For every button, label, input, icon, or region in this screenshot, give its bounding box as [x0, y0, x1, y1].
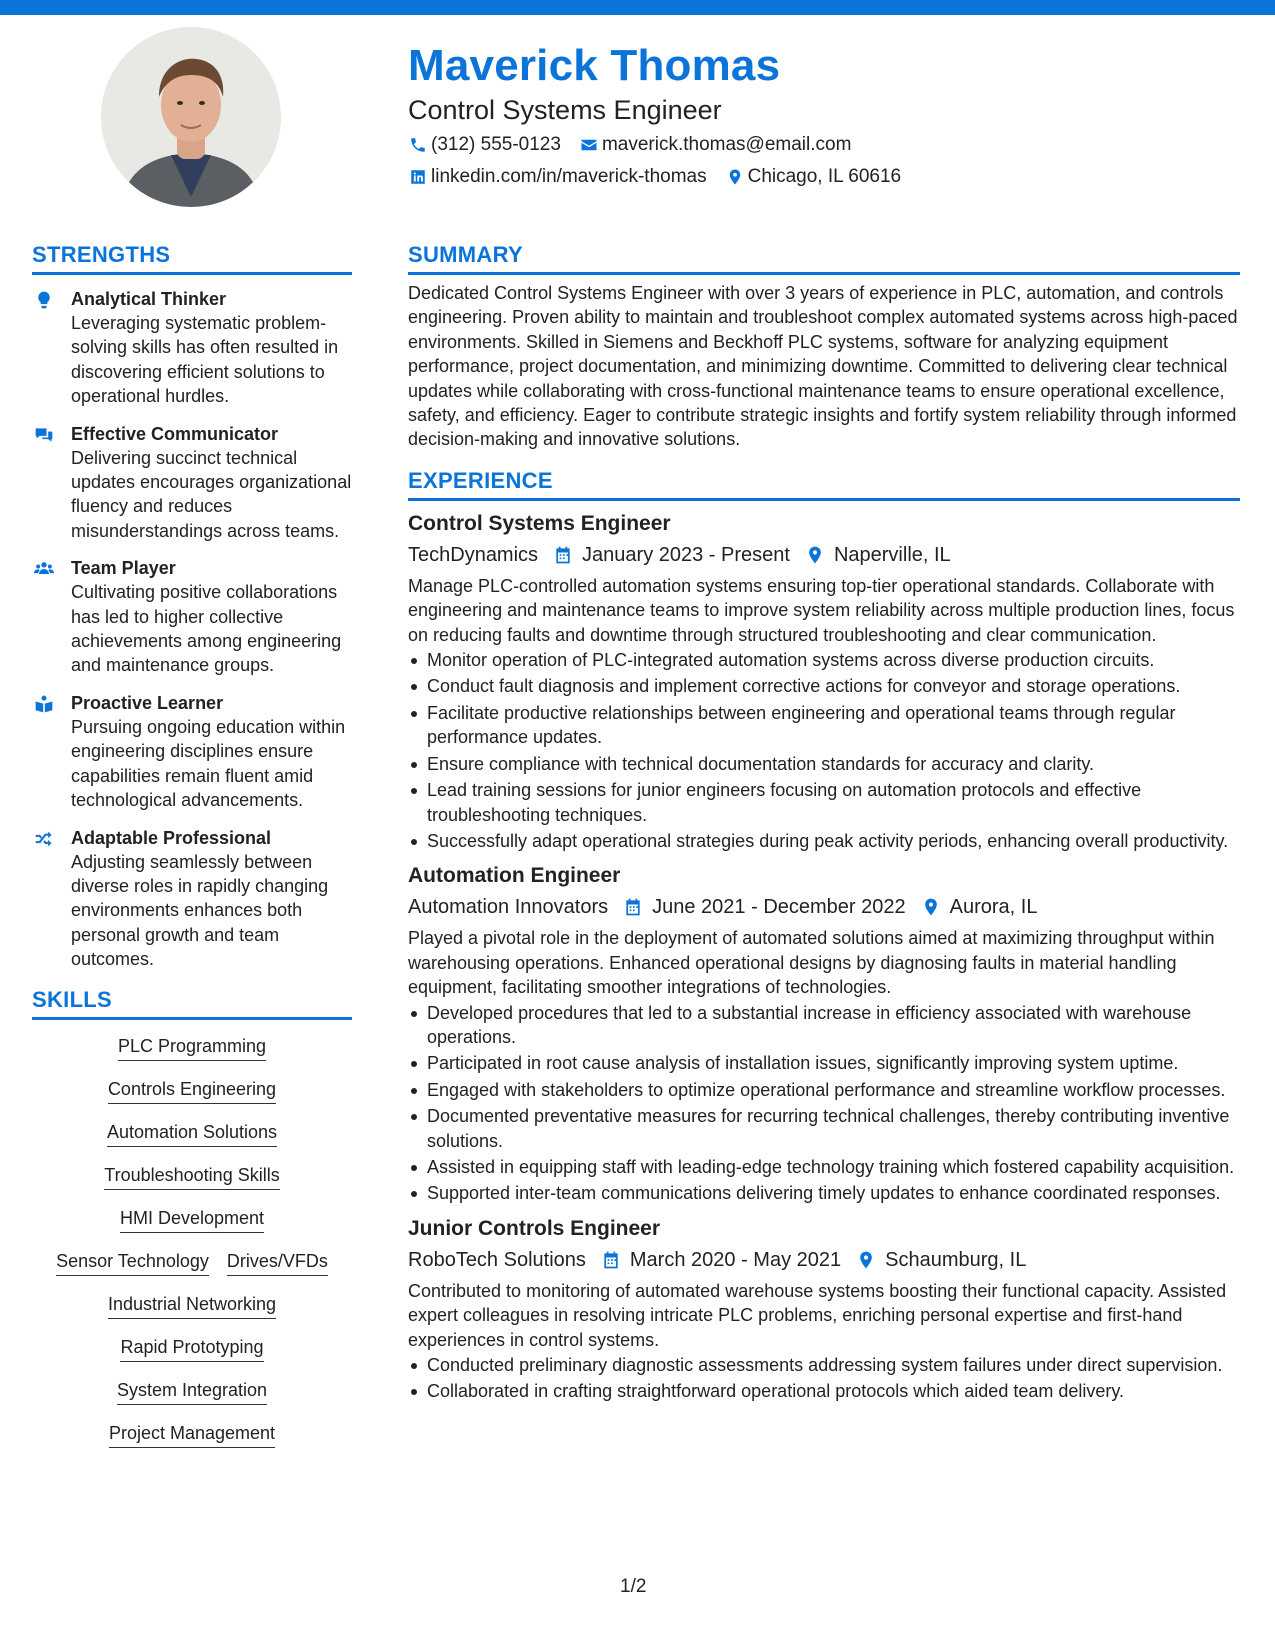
skill-row	[108, 1378, 276, 1405]
contact-location	[725, 163, 902, 191]
right-column	[408, 240, 1240, 1406]
phone-icon	[408, 135, 428, 155]
job-bullet: Facilitate productive relationships between engineering and operational teams through regular performance updates.	[408, 701, 1240, 750]
job-bullet: Ensure compliance with technical documentation standards for accuracy and clarity.	[408, 752, 1240, 776]
strength-item	[32, 422, 352, 544]
page-number: 1/2	[620, 1576, 647, 1597]
skill-row	[109, 1034, 275, 1061]
job-location-text: Schaumburg, IL	[885, 1248, 1027, 1271]
map-pin-icon	[920, 896, 942, 918]
job-entry	[408, 861, 1240, 1205]
skill-tag: Drives/VFDs	[227, 1249, 328, 1276]
job-dates-text: June 2021 - December 2022	[652, 896, 906, 919]
skills-heading: SKILLS	[32, 985, 352, 1020]
calendar-icon	[552, 544, 574, 566]
job-location-text: Aurora, IL	[949, 896, 1038, 919]
strength-desc: Leveraging systematic problem-solving skills has often resulted in discovering efficient solutions to operational hurdles.	[71, 313, 339, 407]
job-location	[804, 540, 951, 570]
job-bullet: Successfully adapt operational strategies during peak activity periods, enhancing overall productivity.	[408, 829, 1240, 853]
skill-row	[99, 1292, 285, 1319]
job-title: Control Systems Engineer	[408, 511, 671, 535]
job-bullet: Developed procedures that led to a substantial increase in efficiency associated with warehouse operations.	[408, 1001, 1240, 1050]
skill-row	[111, 1335, 272, 1362]
job-location-text: Naperville, IL	[833, 543, 951, 566]
job-bullet: Participated in root cause analysis of installation issues, significantly improving system uptime.	[408, 1051, 1240, 1075]
job-location	[855, 1245, 1026, 1275]
job-bullet: Monitor operation of PLC-integrated automation systems across diverse production circuits.	[408, 648, 1240, 672]
contact-email[interactable]	[579, 131, 851, 159]
job-title: Junior Controls Engineer	[408, 1216, 661, 1240]
job-bullet: Conduct fault diagnosis and implement corrective actions for conveyor and storage operations.	[408, 674, 1240, 698]
users-icon	[32, 556, 71, 678]
map-pin-icon	[725, 167, 745, 187]
map-pin-icon	[855, 1249, 877, 1271]
email-text[interactable]: maverick.thomas@email.com	[601, 134, 852, 155]
lightbulb-icon	[32, 287, 71, 409]
strengths-list	[32, 287, 352, 972]
map-pin-icon	[804, 544, 826, 566]
skill-row	[95, 1163, 288, 1190]
job-description: Contributed to monitoring of automated warehouse systems boosting their functional capacity. Assisted expert colleagues in resolving intricate PLC problems, enriching personal expertise and first-hand experiences in control systems.	[408, 1280, 1227, 1350]
candidate-title: Control Systems Engineer	[408, 95, 722, 125]
strength-item	[32, 826, 352, 972]
strength-desc: Cultivating positive collaborations has led to higher collective achievements among engineering and maintenance groups.	[71, 582, 342, 676]
strength-title: Analytical Thinker	[71, 289, 227, 309]
strength-desc: Delivering succinct technical updates encourages organizational fluency and reduces misunderstandings across teams.	[71, 447, 352, 541]
skill-row	[111, 1206, 273, 1233]
job-dates-text: January 2023 - Present	[582, 543, 790, 566]
job-meta	[408, 1245, 1240, 1275]
job-dates-text: March 2020 - May 2021	[629, 1248, 842, 1271]
location-text: Chicago, IL 60616	[747, 166, 902, 187]
skill-row	[100, 1421, 284, 1448]
job-company: RoboTech Solutions	[408, 1248, 586, 1271]
comments-icon	[32, 422, 71, 544]
strength-item	[32, 287, 352, 409]
contact-phone	[408, 131, 561, 159]
strength-title: Team Player	[71, 558, 176, 579]
job-company: Automation Innovators	[408, 896, 609, 919]
strengths-heading: STRENGTHS	[32, 240, 352, 275]
strength-title: Effective Communicator	[71, 423, 279, 444]
strength-title: Proactive Learner	[71, 692, 224, 713]
strength-item	[32, 556, 352, 678]
contact-row-1	[408, 131, 1228, 159]
resume-header	[408, 40, 1228, 191]
job-meta	[408, 892, 1240, 922]
experience-heading: EXPERIENCE	[408, 466, 1240, 501]
job-bullet: Engaged with stakeholders to optimize operational performance and streamline workflow processes.	[408, 1078, 1240, 1102]
skill-tag: Controls Engineering	[108, 1077, 276, 1104]
skills-list	[32, 1034, 352, 1464]
job-bullets	[408, 1353, 1240, 1404]
job-bullet: Collaborated in crafting straightforward operational protocols which aided team delivery.	[408, 1379, 1240, 1403]
strength-desc: Adjusting seamlessly between diverse roles in rapidly changing environments enhances both personal growth and team outcomes.	[71, 851, 329, 970]
skill-tag: Sensor Technology	[56, 1249, 209, 1276]
phone-text: (312) 555-0123	[431, 134, 561, 155]
job-bullet: Supported inter-team communications delivering timely updates to enhance coordinated responses.	[408, 1181, 1240, 1205]
skill-tag: Rapid Prototyping	[120, 1335, 263, 1362]
summary-text: Dedicated Control Systems Engineer with over 3 years of experience in PLC, automation, and controls engineering. Proven ability to maintain and troubleshoot complex automated systems across high-paced environments. Skilled in Siemens and Beckhoff PLC systems, software for analyzing equipment performance, project documentation, and minimizing downtime. Committed to delivering clear technical updates while collaborating with cross-functional maintenance teams to ensure operational excellence, safety, and efficiency. Eager to contribute strategic insights and fortify system reliability through informed decision-making and innovative solutions.	[408, 283, 1238, 450]
strength-item	[32, 691, 352, 813]
job-entry	[408, 1214, 1240, 1404]
job-bullet: Lead training sessions for junior engineers focusing on automation protocols and effective troubleshooting techniques.	[408, 778, 1240, 827]
skill-tag: System Integration	[117, 1378, 267, 1405]
strength-title: Adaptable Professional	[71, 827, 272, 848]
skill-row	[47, 1249, 337, 1276]
job-bullet: Assisted in equipping staff with leading-edge technology training which fostered capability acquisition.	[408, 1155, 1240, 1179]
shuffle-icon	[32, 826, 71, 972]
linkedin-text[interactable]: linkedin.com/in/maverick-thomas	[431, 166, 707, 187]
job-bullets	[408, 648, 1240, 853]
job-entry	[408, 509, 1240, 853]
top-accent-bar	[0, 0, 1275, 15]
job-title: Automation Engineer	[408, 864, 621, 888]
profile-photo-illustration	[101, 27, 281, 207]
calendar-icon	[622, 896, 644, 918]
contact-row-2	[408, 163, 1228, 191]
skill-row	[98, 1120, 286, 1147]
job-dates	[622, 892, 906, 922]
skill-tag: Automation Solutions	[107, 1120, 277, 1147]
profile-photo	[101, 27, 281, 207]
job-dates	[600, 1245, 841, 1275]
skill-tag: Industrial Networking	[108, 1292, 276, 1319]
job-location	[920, 892, 1038, 922]
strength-desc: Pursuing ongoing education within engineering disciplines ensure capabilities remain fluent amid technological advancements.	[71, 716, 346, 811]
linkedin-icon	[408, 167, 428, 187]
skill-row	[99, 1077, 285, 1104]
skill-tag: PLC Programming	[118, 1034, 266, 1061]
calendar-icon	[600, 1249, 622, 1271]
job-bullet: Documented preventative measures for recurring technical challenges, thereby contributing inventive solutions.	[408, 1104, 1240, 1153]
job-dates	[552, 540, 790, 570]
job-description: Manage PLC-controlled automation systems ensuring top-tier operational standards. Collaborate with engineering and maintenance teams to improve system reliability across multiple production lines, focus on reducing faults and downtime through structured troubleshooting and clear communication.	[408, 575, 1235, 645]
job-company: TechDynamics	[408, 543, 539, 566]
summary-heading: SUMMARY	[408, 240, 1240, 275]
job-description: Played a pivotal role in the deployment of automated solutions aimed at maximizing throughput within warehousing operations. Enhanced operational designs by diagnosing faults in material handling equipment, facilitating smoother integrations of technologies.	[408, 928, 1215, 998]
left-column	[32, 240, 352, 1464]
candidate-name: Maverick Thomas	[408, 41, 781, 90]
book-reader-icon	[32, 691, 71, 813]
envelope-icon	[579, 135, 599, 155]
job-bullet: Conducted preliminary diagnostic assessments addressing system failures under direct supervision.	[408, 1353, 1240, 1377]
job-bullets	[408, 1001, 1240, 1206]
skill-tag: Troubleshooting Skills	[104, 1163, 279, 1190]
skill-tag: Project Management	[109, 1421, 275, 1448]
contact-linkedin[interactable]	[408, 163, 707, 191]
job-meta	[408, 540, 1240, 570]
skill-tag: HMI Development	[120, 1206, 264, 1233]
